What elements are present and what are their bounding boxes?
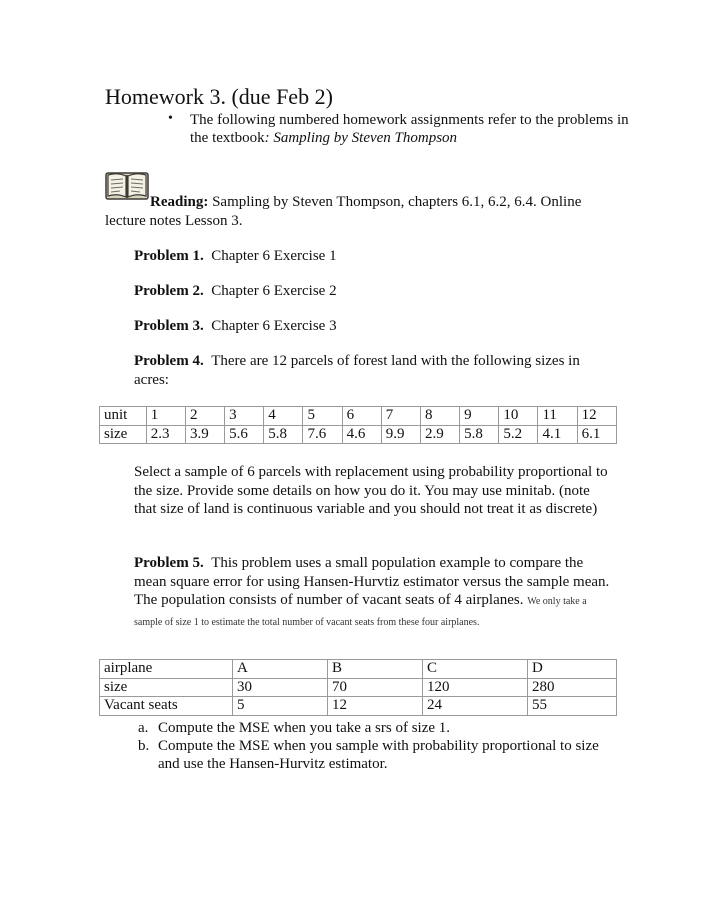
problem-5-label: Problem 5. [134, 555, 204, 571]
problem-1 [134, 247, 337, 266]
table-cell: 5.8 [460, 425, 499, 444]
page-title: Homework 3. (due Feb 2) [105, 84, 333, 109]
reading-label: Reading: [150, 194, 209, 210]
table-cell: 6 [342, 407, 381, 426]
task-b-text: Compute the MSE when you sample with probability proportional to size and use the Hansen-Hurvitz estimator. [158, 738, 599, 772]
table-cell: 11 [538, 407, 577, 426]
table-row [100, 678, 617, 697]
bullet-marker: • [168, 111, 173, 126]
problem-4-label: Problem 4. [134, 353, 204, 369]
table-cell: 30 [233, 678, 328, 697]
problem-5-text: This problem uses a small population example to compare the mean square error for using Hansen-Hurvtiz estimator versus the sample mean. The population consists of number of vacant seats of 4 airplanes. [134, 555, 610, 608]
table-cell: 7 [381, 407, 420, 426]
problem-1-text: Chapter 6 Exercise 1 [211, 248, 337, 264]
problem-3-text: Chapter 6 Exercise 3 [211, 318, 337, 334]
table-cell: 12 [577, 407, 616, 426]
table-cell: 24 [423, 697, 528, 716]
problem-5-note: We only take a sample of size 1 to estimate the total number of vacant seats from these four airplanes. [134, 596, 587, 628]
table-cell: 2.3 [146, 425, 185, 444]
table-cell: B [328, 660, 423, 679]
row-header-unit: unit [100, 407, 147, 426]
table-cell: 4 [264, 407, 303, 426]
textbook-note-text: The following numbered homework assignments refer to the problems in the textbook [190, 112, 629, 146]
task-b [138, 737, 618, 773]
parcel-size-table [99, 406, 617, 444]
reading-text: Sampling by Steven Thompson, chapters 6.1, 6.2, 6.4. Online lecture notes Lesson 3. [105, 194, 582, 229]
table-cell: 120 [423, 678, 528, 697]
table-cell: 280 [528, 678, 617, 697]
table-cell: 5.6 [225, 425, 264, 444]
table-row [100, 660, 617, 679]
table-cell: 4.6 [342, 425, 381, 444]
problem-4-text: There are 12 parcels of forest land with the following sizes in acres: [134, 353, 580, 388]
textbook-reference: : Sampling by Steven Thompson [264, 130, 458, 146]
table-row [100, 697, 617, 716]
table-cell: 9.9 [381, 425, 420, 444]
table-cell: 6.1 [577, 425, 616, 444]
table-cell: 5.8 [264, 425, 303, 444]
problem-5 [134, 554, 616, 632]
table-cell: 4.1 [538, 425, 577, 444]
airplane-table [99, 659, 617, 716]
problem-4 [134, 352, 616, 389]
textbook-note [190, 111, 630, 147]
table-cell: 70 [328, 678, 423, 697]
row-header-size: size [100, 425, 147, 444]
table-cell: 55 [528, 697, 617, 716]
table-cell: 1 [146, 407, 185, 426]
row-header-airplane: airplane [100, 660, 233, 679]
reading-assignment [105, 193, 625, 231]
table-cell: 10 [499, 407, 538, 426]
table-cell: 5.2 [499, 425, 538, 444]
task-b-marker: b. [138, 738, 150, 754]
table-cell: 2 [185, 407, 224, 426]
task-a-text: Compute the MSE when you take a srs of size 1. [158, 720, 451, 736]
problem-3-label: Problem 3. [134, 318, 204, 334]
problem-3 [134, 317, 337, 336]
table-row [100, 407, 617, 426]
row-header-size: size [100, 678, 233, 697]
task-a-marker: a. [138, 720, 149, 736]
table-cell: 12 [328, 697, 423, 716]
table-cell: 3.9 [185, 425, 224, 444]
table-cell: D [528, 660, 617, 679]
table-cell: 9 [460, 407, 499, 426]
table-cell: 8 [420, 407, 459, 426]
problem-2-text: Chapter 6 Exercise 2 [211, 283, 337, 299]
row-header-vacant-seats: Vacant seats [100, 697, 233, 716]
table-cell: 5 [303, 407, 342, 426]
table-cell: 3 [225, 407, 264, 426]
table-cell: C [423, 660, 528, 679]
table-cell: 5 [233, 697, 328, 716]
table-row [100, 425, 617, 444]
problem-4-instructions: Select a sample of 6 parcels with replacement using probability proportional to the size. Provide some details on how you do it. You may use minitab. (note that size of land is continuous variable and you should not treat it as discrete) [134, 464, 608, 517]
problem-2 [134, 282, 337, 301]
table-cell: 2.9 [420, 425, 459, 444]
table-cell: 7.6 [303, 425, 342, 444]
table-cell: A [233, 660, 328, 679]
problem-2-label: Problem 2. [134, 283, 204, 299]
problem-1-label: Problem 1. [134, 248, 204, 264]
task-a [138, 719, 618, 737]
